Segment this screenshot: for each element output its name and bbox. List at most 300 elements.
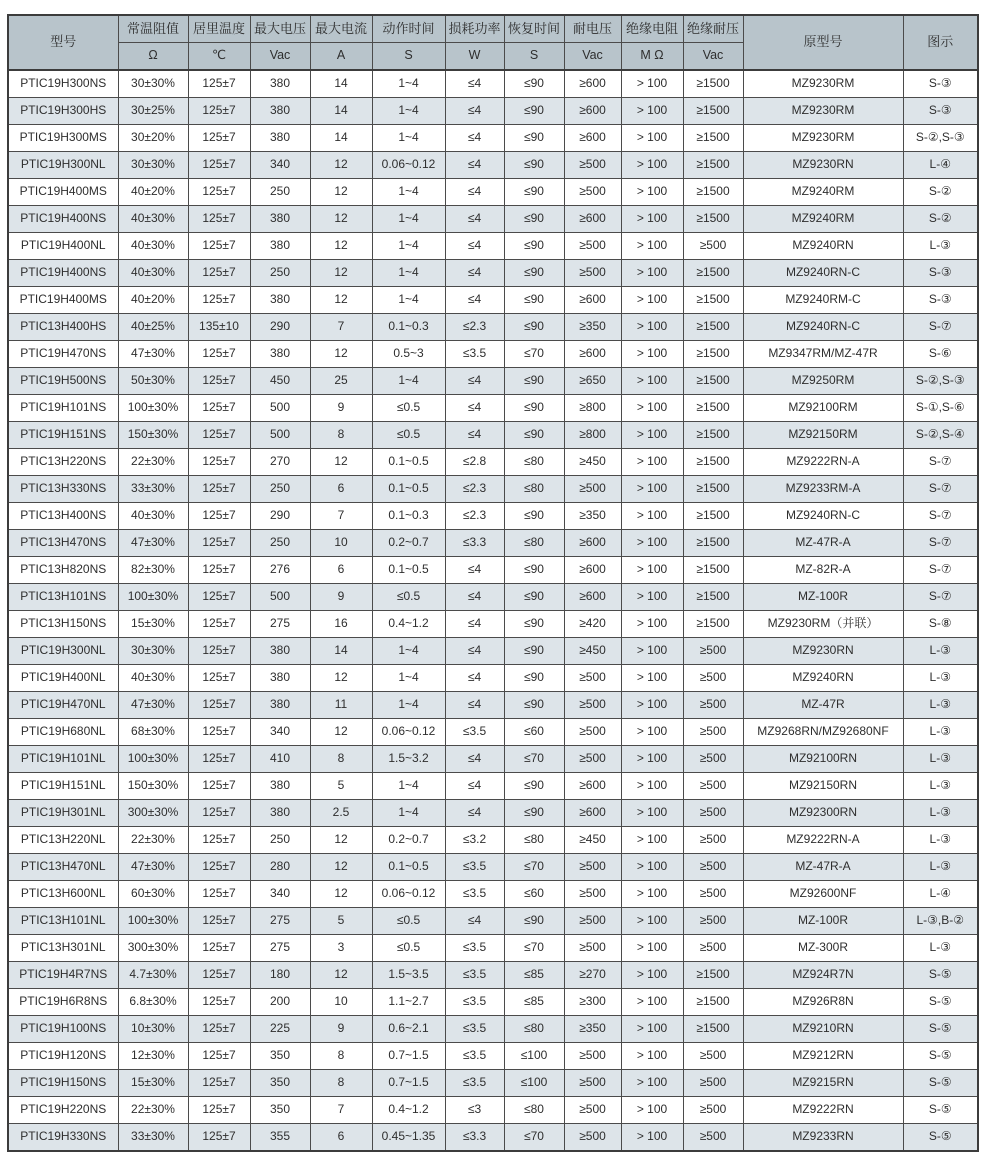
cell-dissipation-power: ≤3.3 xyxy=(445,1124,504,1152)
table-row xyxy=(8,557,978,584)
cell-curie-temp: 125±7 xyxy=(188,854,250,881)
cell-max-voltage: 380 xyxy=(250,70,310,98)
cell-insulation-resistance: > 100 xyxy=(621,98,683,125)
cell-diagram: L-③,B-② xyxy=(903,908,978,935)
cell-curie-temp: 125±7 xyxy=(188,233,250,260)
cell-insulation-resistance: > 100 xyxy=(621,746,683,773)
cell-curie-temp: 135±10 xyxy=(188,314,250,341)
cell-max-voltage: 355 xyxy=(250,1124,310,1152)
cell-recovery-time: ≤90 xyxy=(504,179,564,206)
cell-model: PTIC19H300NL xyxy=(8,152,118,179)
cell-insulation-resistance: > 100 xyxy=(621,773,683,800)
table-row xyxy=(8,125,978,152)
cell-curie-temp: 125±7 xyxy=(188,908,250,935)
cell-max-current: 12 xyxy=(310,719,372,746)
cell-insulation-withstand-voltage: ≥1500 xyxy=(683,70,743,98)
cell-recovery-time: ≤70 xyxy=(504,746,564,773)
cell-dissipation-power: ≤3 xyxy=(445,1097,504,1124)
cell-recovery-time: ≤70 xyxy=(504,1124,564,1152)
cell-recovery-time: ≤90 xyxy=(504,773,564,800)
table-row xyxy=(8,1016,978,1043)
cell-insulation-resistance: > 100 xyxy=(621,665,683,692)
cell-insulation-resistance: > 100 xyxy=(621,341,683,368)
cell-curie-temp: 125±7 xyxy=(188,152,250,179)
cell-insulation-withstand-voltage: ≥500 xyxy=(683,881,743,908)
cell-max-voltage: 350 xyxy=(250,1097,310,1124)
cell-diagram: S-③ xyxy=(903,70,978,98)
cell-resistance: 47±30% xyxy=(118,341,188,368)
cell-curie-temp: 125±7 xyxy=(188,1097,250,1124)
cell-original-model: MZ9240RN-C xyxy=(743,260,903,287)
cell-withstand-voltage: ≥600 xyxy=(564,773,621,800)
cell-max-current: 12 xyxy=(310,206,372,233)
column-unit-max-current: A xyxy=(310,43,372,71)
cell-withstand-voltage: ≥300 xyxy=(564,989,621,1016)
cell-insulation-resistance: > 100 xyxy=(621,1124,683,1152)
cell-max-voltage: 380 xyxy=(250,206,310,233)
cell-operating-time: 1~4 xyxy=(372,638,445,665)
cell-recovery-time: ≤70 xyxy=(504,341,564,368)
cell-model: PTIC19H300HS xyxy=(8,98,118,125)
cell-dissipation-power: ≤4 xyxy=(445,179,504,206)
cell-recovery-time: ≤90 xyxy=(504,611,564,638)
cell-max-current: 8 xyxy=(310,1070,372,1097)
cell-insulation-withstand-voltage: ≥1500 xyxy=(683,530,743,557)
table-row xyxy=(8,908,978,935)
cell-operating-time: 1.5~3.5 xyxy=(372,962,445,989)
cell-original-model: MZ924R7N xyxy=(743,962,903,989)
cell-dissipation-power: ≤4 xyxy=(445,125,504,152)
cell-withstand-voltage: ≥500 xyxy=(564,152,621,179)
cell-model: PTIC19H6R8NS xyxy=(8,989,118,1016)
cell-withstand-voltage: ≥500 xyxy=(564,476,621,503)
cell-original-model: MZ9230RN xyxy=(743,152,903,179)
cell-operating-time: 0.1~0.3 xyxy=(372,314,445,341)
cell-insulation-resistance: > 100 xyxy=(621,719,683,746)
cell-insulation-withstand-voltage: ≥500 xyxy=(683,233,743,260)
cell-resistance: 40±25% xyxy=(118,314,188,341)
cell-max-current: 12 xyxy=(310,827,372,854)
cell-insulation-resistance: > 100 xyxy=(621,179,683,206)
cell-insulation-resistance: > 100 xyxy=(621,530,683,557)
cell-curie-temp: 125±7 xyxy=(188,98,250,125)
cell-max-current: 6 xyxy=(310,476,372,503)
cell-operating-time: 1~4 xyxy=(372,260,445,287)
cell-insulation-withstand-voltage: ≥500 xyxy=(683,719,743,746)
cell-insulation-withstand-voltage: ≥500 xyxy=(683,638,743,665)
cell-model: PTIC19H300NS xyxy=(8,70,118,98)
cell-resistance: 30±25% xyxy=(118,98,188,125)
cell-insulation-resistance: > 100 xyxy=(621,70,683,98)
cell-original-model: MZ9222RN-A xyxy=(743,449,903,476)
cell-original-model: MZ9230RM xyxy=(743,125,903,152)
cell-curie-temp: 125±7 xyxy=(188,773,250,800)
cell-original-model: MZ9240RM xyxy=(743,206,903,233)
cell-curie-temp: 125±7 xyxy=(188,530,250,557)
cell-withstand-voltage: ≥600 xyxy=(564,530,621,557)
cell-curie-temp: 125±7 xyxy=(188,881,250,908)
cell-max-current: 6 xyxy=(310,557,372,584)
cell-recovery-time: ≤60 xyxy=(504,719,564,746)
cell-model: PTIC19H120NS xyxy=(8,1043,118,1070)
cell-model: PTIC19H400NS xyxy=(8,206,118,233)
cell-curie-temp: 125±7 xyxy=(188,827,250,854)
cell-recovery-time: ≤90 xyxy=(504,557,564,584)
cell-insulation-resistance: > 100 xyxy=(621,827,683,854)
cell-diagram: L-③ xyxy=(903,746,978,773)
table-row xyxy=(8,314,978,341)
cell-dissipation-power: ≤3.5 xyxy=(445,719,504,746)
cell-original-model: MZ-300R xyxy=(743,935,903,962)
cell-insulation-withstand-voltage: ≥500 xyxy=(683,1043,743,1070)
cell-diagram: S-② xyxy=(903,179,978,206)
cell-withstand-voltage: ≥500 xyxy=(564,881,621,908)
cell-dissipation-power: ≤4 xyxy=(445,584,504,611)
cell-max-current: 12 xyxy=(310,665,372,692)
cell-withstand-voltage: ≥600 xyxy=(564,125,621,152)
cell-curie-temp: 125±7 xyxy=(188,611,250,638)
cell-curie-temp: 125±7 xyxy=(188,1070,250,1097)
cell-model: PTIC19H500NS xyxy=(8,368,118,395)
cell-max-voltage: 340 xyxy=(250,719,310,746)
cell-diagram: L-③ xyxy=(903,233,978,260)
cell-insulation-withstand-voltage: ≥1500 xyxy=(683,584,743,611)
cell-operating-time: 1.1~2.7 xyxy=(372,989,445,1016)
cell-operating-time: 0.1~0.5 xyxy=(372,476,445,503)
cell-dissipation-power: ≤3.5 xyxy=(445,881,504,908)
table-row xyxy=(8,962,978,989)
cell-recovery-time: ≤80 xyxy=(504,530,564,557)
cell-insulation-withstand-voltage: ≥1500 xyxy=(683,395,743,422)
cell-max-voltage: 275 xyxy=(250,908,310,935)
cell-max-voltage: 250 xyxy=(250,476,310,503)
cell-insulation-resistance: > 100 xyxy=(621,989,683,1016)
cell-withstand-voltage: ≥450 xyxy=(564,449,621,476)
cell-diagram: S-②,S-③ xyxy=(903,125,978,152)
cell-withstand-voltage: ≥500 xyxy=(564,719,621,746)
cell-resistance: 22±30% xyxy=(118,1097,188,1124)
cell-recovery-time: ≤90 xyxy=(504,125,564,152)
cell-max-current: 12 xyxy=(310,152,372,179)
cell-operating-time: 0.1~0.5 xyxy=(372,854,445,881)
cell-diagram: S-⑤ xyxy=(903,1016,978,1043)
cell-original-model: MZ92150RM xyxy=(743,422,903,449)
cell-original-model: MZ9215RN xyxy=(743,1070,903,1097)
cell-withstand-voltage: ≥600 xyxy=(564,287,621,314)
ptc-spec-table xyxy=(7,14,979,1152)
cell-resistance: 40±20% xyxy=(118,179,188,206)
cell-operating-time: 1~4 xyxy=(372,800,445,827)
cell-max-voltage: 290 xyxy=(250,503,310,530)
cell-withstand-voltage: ≥350 xyxy=(564,314,621,341)
cell-insulation-withstand-voltage: ≥1500 xyxy=(683,260,743,287)
cell-recovery-time: ≤70 xyxy=(504,854,564,881)
cell-withstand-voltage: ≥600 xyxy=(564,206,621,233)
cell-resistance: 15±30% xyxy=(118,611,188,638)
cell-original-model: MZ-47R xyxy=(743,692,903,719)
cell-insulation-withstand-voltage: ≥1500 xyxy=(683,206,743,233)
cell-dissipation-power: ≤4 xyxy=(445,206,504,233)
cell-curie-temp: 125±7 xyxy=(188,449,250,476)
cell-insulation-resistance: > 100 xyxy=(621,962,683,989)
cell-diagram: S-⑤ xyxy=(903,989,978,1016)
cell-insulation-resistance: > 100 xyxy=(621,692,683,719)
cell-max-voltage: 350 xyxy=(250,1043,310,1070)
table-body xyxy=(8,70,978,1151)
cell-resistance: 15±30% xyxy=(118,1070,188,1097)
table-row xyxy=(8,476,978,503)
cell-dissipation-power: ≤4 xyxy=(445,152,504,179)
cell-resistance: 22±30% xyxy=(118,827,188,854)
cell-insulation-resistance: > 100 xyxy=(621,125,683,152)
cell-diagram: S-③ xyxy=(903,98,978,125)
cell-operating-time: 1~4 xyxy=(372,692,445,719)
cell-insulation-resistance: > 100 xyxy=(621,881,683,908)
table-row xyxy=(8,260,978,287)
cell-recovery-time: ≤90 xyxy=(504,260,564,287)
cell-recovery-time: ≤85 xyxy=(504,989,564,1016)
cell-dissipation-power: ≤3.5 xyxy=(445,989,504,1016)
table-row xyxy=(8,503,978,530)
cell-curie-temp: 125±7 xyxy=(188,1124,250,1152)
cell-max-voltage: 380 xyxy=(250,692,310,719)
cell-insulation-withstand-voltage: ≥1500 xyxy=(683,152,743,179)
cell-diagram: S-⑧ xyxy=(903,611,978,638)
cell-recovery-time: ≤90 xyxy=(504,422,564,449)
cell-withstand-voltage: ≥270 xyxy=(564,962,621,989)
cell-max-voltage: 250 xyxy=(250,260,310,287)
cell-max-current: 9 xyxy=(310,1016,372,1043)
cell-operating-time: 0.06~0.12 xyxy=(372,152,445,179)
cell-withstand-voltage: ≥600 xyxy=(564,584,621,611)
cell-insulation-withstand-voltage: ≥1500 xyxy=(683,368,743,395)
cell-insulation-resistance: > 100 xyxy=(621,935,683,962)
cell-insulation-withstand-voltage: ≥500 xyxy=(683,665,743,692)
table-row xyxy=(8,1097,978,1124)
cell-resistance: 47±30% xyxy=(118,692,188,719)
cell-model: PTIC13H400HS xyxy=(8,314,118,341)
cell-withstand-voltage: ≥500 xyxy=(564,692,621,719)
column-header-insulation-resistance: 绝缘电阻 xyxy=(621,15,683,43)
column-header-resistance: 常温阻值 xyxy=(118,15,188,43)
cell-operating-time: 1~4 xyxy=(372,287,445,314)
cell-model: PTIC13H470NS xyxy=(8,530,118,557)
column-header-operating-time: 动作时间 xyxy=(372,15,445,43)
cell-withstand-voltage: ≥500 xyxy=(564,665,621,692)
cell-max-current: 9 xyxy=(310,395,372,422)
cell-max-current: 12 xyxy=(310,854,372,881)
cell-recovery-time: ≤90 xyxy=(504,908,564,935)
cell-model: PTIC19H220NS xyxy=(8,1097,118,1124)
cell-withstand-voltage: ≥500 xyxy=(564,260,621,287)
cell-max-current: 6 xyxy=(310,1124,372,1152)
table-row xyxy=(8,1070,978,1097)
cell-original-model: MZ9240RM-C xyxy=(743,287,903,314)
cell-withstand-voltage: ≥600 xyxy=(564,98,621,125)
cell-dissipation-power: ≤4 xyxy=(445,368,504,395)
cell-resistance: 30±30% xyxy=(118,638,188,665)
table-row xyxy=(8,746,978,773)
cell-dissipation-power: ≤4 xyxy=(445,665,504,692)
cell-max-current: 9 xyxy=(310,584,372,611)
table-row xyxy=(8,70,978,98)
cell-curie-temp: 125±7 xyxy=(188,719,250,746)
cell-model: PTIC13H400NS xyxy=(8,503,118,530)
cell-insulation-resistance: > 100 xyxy=(621,260,683,287)
cell-dissipation-power: ≤4 xyxy=(445,908,504,935)
cell-operating-time: 1~4 xyxy=(372,125,445,152)
cell-resistance: 50±30% xyxy=(118,368,188,395)
column-header-original-model: 原型号 xyxy=(743,15,903,70)
cell-operating-time: 0.5~3 xyxy=(372,341,445,368)
cell-curie-temp: 125±7 xyxy=(188,746,250,773)
cell-operating-time: 0.1~0.5 xyxy=(372,449,445,476)
cell-model: PTIC19H301NL xyxy=(8,800,118,827)
cell-dissipation-power: ≤3.5 xyxy=(445,935,504,962)
cell-resistance: 100±30% xyxy=(118,746,188,773)
cell-recovery-time: ≤100 xyxy=(504,1043,564,1070)
cell-diagram: L-④ xyxy=(903,152,978,179)
cell-diagram: L-③ xyxy=(903,827,978,854)
cell-original-model: MZ92100RM xyxy=(743,395,903,422)
cell-diagram: S-①,S-⑥ xyxy=(903,395,978,422)
table-row xyxy=(8,422,978,449)
cell-diagram: S-③ xyxy=(903,260,978,287)
cell-model: PTIC19H330NS xyxy=(8,1124,118,1152)
cell-curie-temp: 125±7 xyxy=(188,422,250,449)
cell-resistance: 4.7±30% xyxy=(118,962,188,989)
cell-recovery-time: ≤90 xyxy=(504,70,564,98)
cell-max-current: 14 xyxy=(310,638,372,665)
cell-operating-time: 0.2~0.7 xyxy=(372,827,445,854)
cell-diagram: L-③ xyxy=(903,854,978,881)
cell-model: PTIC19H151NL xyxy=(8,773,118,800)
column-header-dissipation-power: 损耗功率 xyxy=(445,15,504,43)
cell-curie-temp: 125±7 xyxy=(188,989,250,1016)
cell-withstand-voltage: ≥450 xyxy=(564,638,621,665)
cell-original-model: MZ9240RN-C xyxy=(743,314,903,341)
cell-insulation-resistance: > 100 xyxy=(621,854,683,881)
cell-resistance: 30±20% xyxy=(118,125,188,152)
table-row xyxy=(8,233,978,260)
cell-dissipation-power: ≤4 xyxy=(445,233,504,260)
cell-model: PTIC19H300MS xyxy=(8,125,118,152)
cell-model: PTIC13H101NS xyxy=(8,584,118,611)
cell-insulation-resistance: > 100 xyxy=(621,557,683,584)
cell-max-current: 14 xyxy=(310,98,372,125)
cell-insulation-resistance: > 100 xyxy=(621,1097,683,1124)
cell-dissipation-power: ≤4 xyxy=(445,800,504,827)
cell-diagram: S-⑤ xyxy=(903,1097,978,1124)
cell-model: PTIC13H330NS xyxy=(8,476,118,503)
cell-operating-time: 0.1~0.3 xyxy=(372,503,445,530)
cell-model: PTIC13H101NL xyxy=(8,908,118,935)
table-row xyxy=(8,98,978,125)
cell-recovery-time: ≤90 xyxy=(504,503,564,530)
cell-dissipation-power: ≤4 xyxy=(445,422,504,449)
cell-curie-temp: 125±7 xyxy=(188,395,250,422)
cell-original-model: MZ9222RN xyxy=(743,1097,903,1124)
table-row xyxy=(8,881,978,908)
cell-operating-time: 0.45~1.35 xyxy=(372,1124,445,1152)
cell-insulation-resistance: > 100 xyxy=(621,206,683,233)
cell-operating-time: 0.2~0.7 xyxy=(372,530,445,557)
cell-model: PTIC13H220NL xyxy=(8,827,118,854)
column-header-max-voltage: 最大电压 xyxy=(250,15,310,43)
cell-operating-time: 0.6~2.1 xyxy=(372,1016,445,1043)
cell-operating-time: ≤0.5 xyxy=(372,908,445,935)
cell-original-model: MZ9250RM xyxy=(743,368,903,395)
cell-recovery-time: ≤90 xyxy=(504,395,564,422)
cell-max-current: 14 xyxy=(310,70,372,98)
column-header-withstand-voltage: 耐电压 xyxy=(564,15,621,43)
cell-insulation-withstand-voltage: ≥500 xyxy=(683,800,743,827)
cell-insulation-resistance: > 100 xyxy=(621,476,683,503)
cell-dissipation-power: ≤4 xyxy=(445,692,504,719)
cell-recovery-time: ≤60 xyxy=(504,881,564,908)
cell-max-voltage: 280 xyxy=(250,854,310,881)
cell-max-voltage: 450 xyxy=(250,368,310,395)
cell-diagram: S-⑤ xyxy=(903,1043,978,1070)
cell-original-model: MZ92100RN xyxy=(743,746,903,773)
cell-insulation-withstand-voltage: ≥500 xyxy=(683,1070,743,1097)
cell-max-voltage: 380 xyxy=(250,287,310,314)
table-row xyxy=(8,368,978,395)
cell-max-current: 7 xyxy=(310,1097,372,1124)
cell-withstand-voltage: ≥600 xyxy=(564,800,621,827)
cell-curie-temp: 125±7 xyxy=(188,206,250,233)
cell-dissipation-power: ≤4 xyxy=(445,287,504,314)
cell-model: PTIC19H680NL xyxy=(8,719,118,746)
cell-curie-temp: 125±7 xyxy=(188,287,250,314)
cell-max-voltage: 276 xyxy=(250,557,310,584)
cell-diagram: L-③ xyxy=(903,935,978,962)
cell-resistance: 33±30% xyxy=(118,1124,188,1152)
cell-model: PTIC19H400NL xyxy=(8,233,118,260)
cell-max-voltage: 410 xyxy=(250,746,310,773)
cell-dissipation-power: ≤4 xyxy=(445,70,504,98)
cell-model: PTIC13H820NS xyxy=(8,557,118,584)
cell-original-model: MZ9230RM（并联） xyxy=(743,611,903,638)
cell-resistance: 12±30% xyxy=(118,1043,188,1070)
cell-recovery-time: ≤90 xyxy=(504,665,564,692)
cell-insulation-withstand-voltage: ≥500 xyxy=(683,935,743,962)
column-header-insulation-withstand-voltage: 绝缘耐压 xyxy=(683,15,743,43)
cell-max-current: 12 xyxy=(310,881,372,908)
cell-dissipation-power: ≤4 xyxy=(445,557,504,584)
cell-max-current: 12 xyxy=(310,260,372,287)
cell-recovery-time: ≤90 xyxy=(504,692,564,719)
cell-original-model: MZ9230RM xyxy=(743,70,903,98)
cell-curie-temp: 125±7 xyxy=(188,70,250,98)
cell-dissipation-power: ≤2.3 xyxy=(445,314,504,341)
cell-dissipation-power: ≤4 xyxy=(445,773,504,800)
cell-original-model: MZ9210RN xyxy=(743,1016,903,1043)
cell-diagram: S-⑦ xyxy=(903,314,978,341)
cell-diagram: S-③ xyxy=(903,287,978,314)
cell-original-model: MZ9240RN-C xyxy=(743,503,903,530)
cell-operating-time: 1~4 xyxy=(372,233,445,260)
cell-max-voltage: 380 xyxy=(250,341,310,368)
cell-model: PTIC13H220NS xyxy=(8,449,118,476)
cell-max-current: 7 xyxy=(310,503,372,530)
cell-recovery-time: ≤70 xyxy=(504,935,564,962)
cell-diagram: S-⑦ xyxy=(903,503,978,530)
cell-original-model: MZ9240RN xyxy=(743,233,903,260)
cell-max-voltage: 350 xyxy=(250,1070,310,1097)
cell-original-model: MZ9268RN/MZ92680NF xyxy=(743,719,903,746)
cell-model: PTIC13H150NS xyxy=(8,611,118,638)
